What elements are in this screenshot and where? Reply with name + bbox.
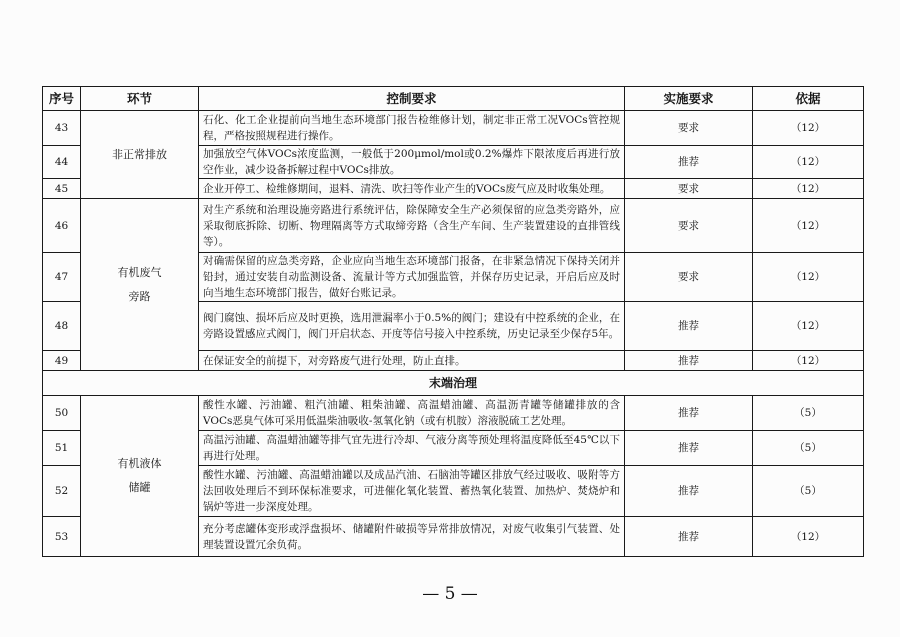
implementation-requirement: 推荐 [625, 396, 753, 431]
row-number: 53 [43, 517, 81, 557]
basis-reference: （12） [753, 253, 864, 302]
implementation-requirement: 要求 [625, 111, 753, 146]
row-number: 52 [43, 466, 81, 517]
control-requirement: 对生产系统和治理设施旁路进行系统评估，除保障安全生产必须保留的应急类旁路外，应采取彻底拆除、切断、物理隔离等方式取缔旁路（含生产车间、生产装置建设的直排管线等）。 [199, 199, 625, 253]
stage-label-line: 储罐 [128, 481, 151, 494]
table-row [43, 111, 864, 146]
stage-cell-organic-gas-bypass [81, 199, 199, 371]
control-requirement: 酸性水罐、污油罐、粗汽油罐、粗柴油罐、高温蜡油罐、高温沥青罐等储罐排放的含VOCs恶臭气体可采用低温柴油吸收-氢氧化钠（或有机胺）溶液脱硫工艺处理。 [199, 396, 625, 431]
basis-reference: （12） [753, 179, 864, 199]
row-number: 45 [43, 179, 81, 199]
table-row [43, 199, 864, 253]
row-number: 50 [43, 396, 81, 431]
control-requirements-table [42, 86, 864, 557]
basis-reference: （12） [753, 517, 864, 557]
implementation-requirement: 推荐 [625, 431, 753, 466]
control-requirement: 石化、化工企业提前向当地生态环境部门报告检维修计划，制定非正常工况VOCs管控规程，严格按照规程进行操作。 [199, 111, 625, 146]
control-requirement: 加强放空气体VOCs浓度监测，一般低于200μmol/mol或0.2%爆炸下限浓度后再进行放空作业，减少设备拆解过程中VOCs排放。 [199, 146, 625, 179]
stage-label-line: 旁路 [128, 289, 151, 303]
row-number: 48 [43, 302, 81, 351]
basis-reference: （12） [753, 199, 864, 253]
header-basis: 依据 [753, 87, 864, 111]
stage-label-line: 非正常排放 [112, 147, 167, 161]
basis-reference: （5） [753, 466, 864, 517]
implementation-requirement: 要求 [625, 199, 753, 253]
header-control-requirement: 控制要求 [199, 87, 625, 111]
basis-reference: （12） [753, 351, 864, 371]
header-stage: 环节 [81, 87, 199, 111]
basis-reference: （12） [753, 111, 864, 146]
row-number: 46 [43, 199, 81, 253]
header-serial-number: 序号 [43, 87, 81, 111]
implementation-requirement: 推荐 [625, 146, 753, 179]
implementation-requirement: 要求 [625, 253, 753, 302]
stage-cell-organic-liquid-tanks [81, 396, 199, 557]
stage-label-line: 有机液体 [117, 457, 162, 470]
control-requirement: 在保证安全的前提下，对旁路废气进行处理，防止直排。 [199, 351, 625, 371]
control-requirement: 对确需保留的应急类旁路，企业应向当地生态环境部门报备，在非紧急情况下保持关闭并铅封，通过安装自动监测设备、流量计等方式加强监管，并保存历史记录，开启后应及时向当地生态环境部门报告，做好台账记录。 [199, 253, 625, 302]
implementation-requirement: 推荐 [625, 351, 753, 371]
row-number: 47 [43, 253, 81, 302]
implementation-requirement: 推荐 [625, 302, 753, 351]
implementation-requirement: 要求 [625, 179, 753, 199]
basis-reference: （12） [753, 146, 864, 179]
control-requirement: 企业开停工、检维修期间，退料、清洗、吹扫等作业产生的VOCs废气应及时收集处理。 [199, 179, 625, 199]
control-requirement: 充分考虑罐体变形或浮盘损坏、储罐附件破损等异常排放情况，对废气收集引气装置、处理装置设置冗余负荷。 [199, 517, 625, 557]
row-number: 43 [43, 111, 81, 146]
control-requirement: 酸性水罐、污油罐、高温蜡油罐以及成品汽油、石脑油等罐区排放气经过吸收、吸附等方法回收处理后不到环保标准要求，可进催化氧化装置、蓄热氧化装置、加热炉、焚烧炉和锅炉等进一步深度处理。 [199, 466, 625, 517]
stage-label-line: 有机废气 [117, 265, 162, 279]
row-number: 49 [43, 351, 81, 371]
control-requirement: 阀门腐蚀、损坏后应及时更换，选用泄漏率小于0.5%的阀门；建设有中控系统的企业，在旁路设置感应式阀门，阀门开启状态、开度等信号接入中控系统，历史记录至少保存5年。 [199, 302, 625, 351]
section-row [43, 371, 864, 396]
table-header-row [43, 87, 864, 111]
basis-reference: （12） [753, 302, 864, 351]
header-implementation-requirement: 实施要求 [625, 87, 753, 111]
basis-reference: （5） [753, 396, 864, 431]
basis-reference: （5） [753, 431, 864, 466]
implementation-requirement: 推荐 [625, 517, 753, 557]
implementation-requirement: 推荐 [625, 466, 753, 517]
page-number: — 5 — [422, 584, 478, 604]
row-number: 44 [43, 146, 81, 179]
row-number: 51 [43, 431, 81, 466]
control-requirement: 高温污油罐、高温蜡油罐等排气宜先进行冷却、气液分离等预处理将温度降低至45℃以下再进行处理。 [199, 431, 625, 466]
table-row [43, 396, 864, 431]
section-header: 末端治理 [43, 371, 864, 396]
stage-cell-abnormal-emission [81, 111, 199, 199]
